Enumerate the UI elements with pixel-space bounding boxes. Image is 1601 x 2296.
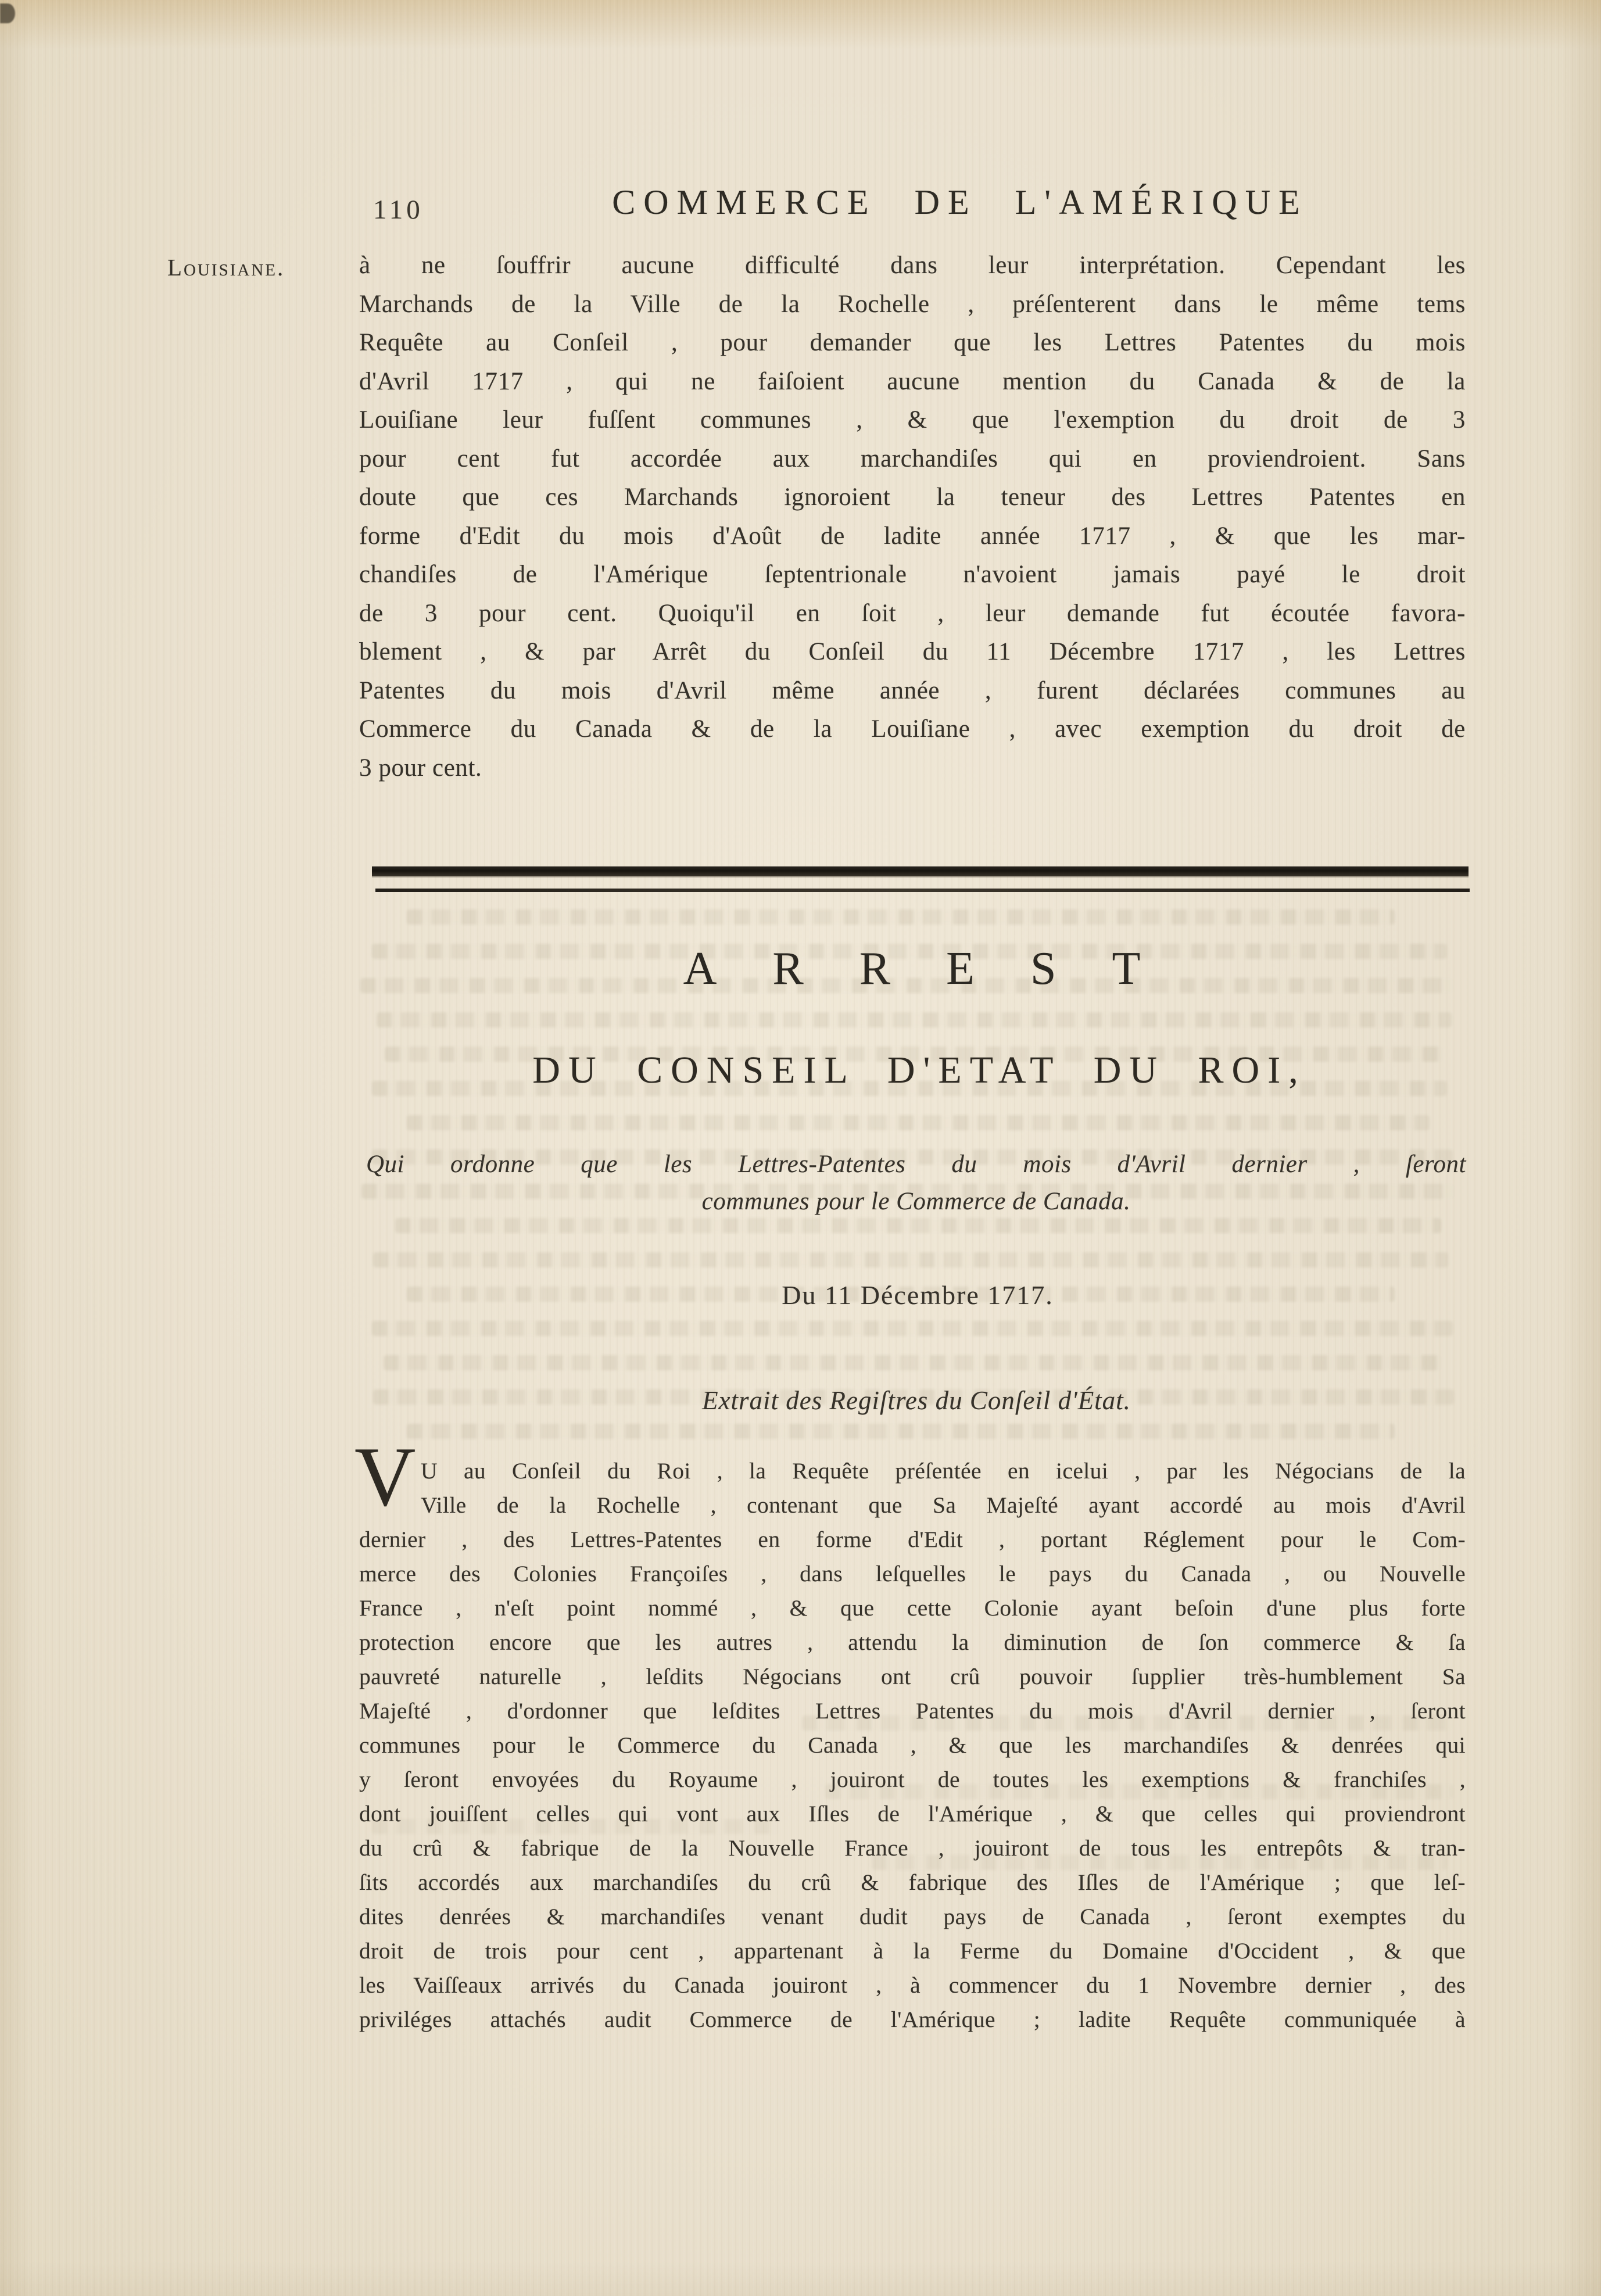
text-line: Commerce du Canada & de la Louiſiane , avec exemption du droit de [359,715,1466,743]
text-line: pauvreté naturelle , leſdits Négocians ont crû pouvoir ſupplier très-humblement Sa [359,1664,1466,1689]
text-line: forme d'Edit du mois d'Août de ladite année 1717 , & que les mar- [359,522,1466,550]
text-line: Majeſté , d'ordonner que leſdites Lettres Patentes du mois d'Avril dernier , ſeront [359,1698,1466,1724]
text-line: pour cent fut accordée aux marchandiſes qui en proviendroient. Sans [359,445,1466,472]
text-line: communes pour le Commerce du Canada , & que les marchandiſes & denrées qui [359,1732,1466,1758]
running-title: COMMERCE DE L'AMÉRIQUE [612,183,1308,221]
ghost-line [407,909,1395,925]
arrest-body-paragraph [359,1454,1466,2037]
text-line: merce des Colonies Françoiſes , dans leſquelles le pays du Canada , ou Nouvelle [359,1561,1466,1586]
ghost-line [407,1115,1430,1130]
ghost-line [372,1321,1453,1336]
text-line: Qui ordonne que les Lettres-Patentes du mois d'Avril dernier , ſeront [366,1151,1466,1178]
text-line: du crû & fabrique de la Nouvelle France , jouiront de tous les entrepôts & tran- [359,1835,1466,1861]
text-line: les Vaiſſeaux arrivés du Canada jouiront , à commencer du 1 Novembre dernier , des [359,1972,1466,1998]
drop-cap-initial: V [354,1430,416,1524]
text-line: dites denrées & marchandiſes venant dudit pays de Canada , ſeront exemptes du [359,1904,1466,1929]
arrest-argument [366,1146,1466,1220]
text-line: dont jouiſſent celles qui vont aux Iſles de l'Amérique , & que celles qui proviendront [359,1801,1466,1826]
ghost-line [407,1424,1395,1439]
text-line: doute que ces Marchands ignoroient la teneur des Lettres Patentes en [359,483,1466,511]
text-line: de 3 pour cent. Quoiqu'il en ſoit , leur demande fut écoutée favora- [359,599,1466,627]
text-line: ſits accordés aux marchandiſes du crû & fabrique des Iſles de l'Amérique ; que leſ- [359,1869,1466,1895]
text-line: Requête au Conſeil , pour demander que les Lettres Patentes du mois [359,329,1466,356]
text-line: chandiſes de l'Amérique ſeptentrionale n'avoient jamais payé le droit [359,561,1466,588]
ghost-line [377,1012,1452,1027]
scan-edge-speck [0,3,15,23]
ghost-line [384,1355,1441,1370]
section-divider-thick-rule [372,866,1469,876]
text-line: Marchands de la Ville de la Rochelle , préſenterent dans le même tems [359,290,1466,318]
first-paragraph [359,246,1466,787]
page-number: 110 [373,195,424,225]
text-line: France , n'eſt point nommé , & que cette Colonie ayant beſoin d'une plus forte [359,1595,1466,1621]
conseil-detat-heading: DU CONSEIL D'ETAT DU ROI, [532,1049,1306,1091]
ghost-line [373,1252,1448,1267]
text-line: protection encore que les autres , attendu la diminution de ſon commerce & ſa [359,1629,1466,1655]
arrest-heading: ARREST [683,943,1197,994]
registres-source-line: Extrait des Regiſtres du Conſeil d'État. [702,1386,1131,1415]
arrest-date-line: Du 11 Décembre 1717. [782,1280,1054,1310]
text-line: priviléges attachés audit Commerce de l'Amérique ; ladite Requête communiquée à [359,2007,1466,2032]
text-line: Ville de la Rochelle , contenant que Sa Majeſté ayant accordé au mois d'Avril [421,1492,1466,1518]
text-line: d'Avril 1717 , qui ne faiſoient aucune mention du Canada & de la [359,367,1466,395]
text-line: à ne ſouffrir aucune difficulté dans leur interprétation. Cependant les [359,252,1466,279]
text-line: communes pour le Commerce de Canada. [701,1188,1131,1215]
text-line: blement , & par Arrêt du Conſeil du 11 Décembre 1717 , les Lettres [359,638,1466,665]
margin-note-louisiane: Louisiane. [167,254,285,281]
text-line: dernier , des Lettres-Patentes en forme d'Edit , portant Réglement pour le Com- [359,1527,1466,1552]
text-line: Louiſiane leur fuſſent communes , & que l'exemption du droit de 3 [359,406,1466,434]
text-line: y ſeront envoyées du Royaume , jouiront de toutes les exemptions & franchiſes , [359,1767,1466,1792]
text-line: 3 pour cent. [359,754,482,782]
text-line: droit de trois pour cent , appartenant à la Ferme du Domaine d'Occident , & que [359,1938,1466,1964]
text-line: Patentes du mois d'Avril même année , furent déclarées communes au [359,676,1466,704]
section-divider-thin-rule [375,889,1470,892]
text-line: U au Conſeil du Roi , la Requête préſentée en icelui , par les Négocians de la [421,1458,1466,1484]
